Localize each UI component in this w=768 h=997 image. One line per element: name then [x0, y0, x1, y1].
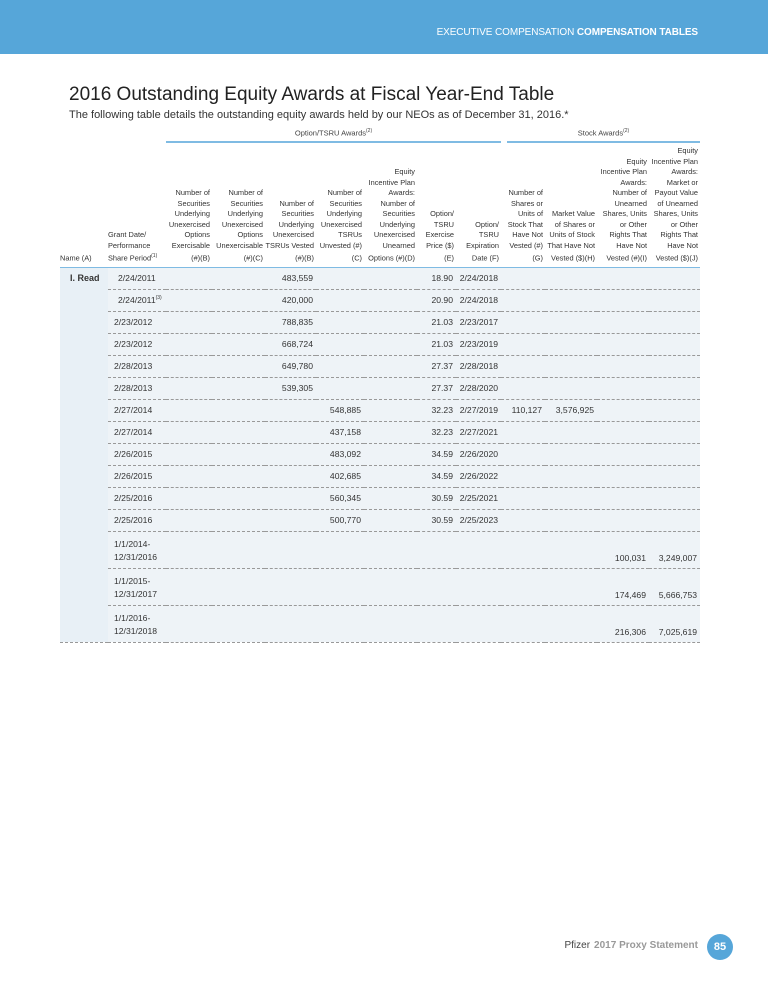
- table-cell: [597, 377, 649, 399]
- table-cell: 30.59: [417, 487, 456, 509]
- table-cell: [501, 289, 545, 311]
- grant-date: 2/28/2013: [108, 355, 166, 377]
- table-cell: [597, 465, 649, 487]
- table-cell: [212, 605, 265, 642]
- group-header-stock: Stock Awards$^{(2)}$: [507, 128, 700, 143]
- column-header: Market Value of Shares or Units of Stock That Have Not Vested ($)(H): [545, 146, 597, 267]
- table-cell: [501, 333, 545, 355]
- grant-date: 2/27/2014: [108, 421, 166, 443]
- table-cell: 27.37: [417, 355, 456, 377]
- table-cell: [316, 377, 364, 399]
- table-cell: [166, 311, 212, 333]
- table-cell: 2/28/2020: [456, 377, 501, 399]
- table-cell: [166, 509, 212, 531]
- table-cell: [212, 421, 265, 443]
- table-cell: [597, 311, 649, 333]
- table-cell: [501, 509, 545, 531]
- grant-date: 2/25/2016: [108, 509, 166, 531]
- section-label: EXECUTIVE COMPENSATION COMPENSATION TABLES: [436, 27, 698, 38]
- table-cell: 788,835: [265, 311, 316, 333]
- table-cell: 2/27/2019: [456, 399, 501, 421]
- table-cell: 32.23: [417, 421, 456, 443]
- table-cell: [166, 289, 212, 311]
- grant-date: 2/28/2013: [108, 377, 166, 399]
- table-cell: [212, 377, 265, 399]
- page-title: 2016 Outstanding Equity Awards at Fiscal Year-End Table: [69, 84, 555, 105]
- table-cell: [649, 509, 700, 531]
- table-cell: [166, 443, 212, 465]
- table-cell: [597, 421, 649, 443]
- table-cell: 27.37: [417, 377, 456, 399]
- table-cell: [545, 509, 597, 531]
- table-cell: 2/26/2022: [456, 465, 501, 487]
- subsection-label: COMPENSATION TABLES: [576, 27, 698, 38]
- table-cell: [364, 311, 417, 333]
- table-cell: 2/24/2018: [456, 267, 501, 289]
- table-cell: [364, 421, 417, 443]
- table-cell: [316, 267, 364, 289]
- table-cell: [212, 311, 265, 333]
- table-cell: 2/23/2019: [456, 333, 501, 355]
- table-cell: [212, 399, 265, 421]
- table-cell: [545, 443, 597, 465]
- table-cell: [364, 509, 417, 531]
- table-cell: [501, 605, 545, 642]
- table-cell: [649, 487, 700, 509]
- table-cell: [364, 267, 417, 289]
- table-cell: [265, 465, 316, 487]
- table-cell: 100,031: [597, 531, 649, 568]
- table-cell: 32.23: [417, 399, 456, 421]
- column-header: Number of Securities Underlying Unexercised Options Unexercisable (#)(C): [212, 146, 265, 267]
- column-header: Equity Incentive Plan Awards: Number of Unearned Shares, Units or Other Rights That Have Not Vested (#)(I): [597, 146, 649, 267]
- grant-date: 2/26/2015: [108, 443, 166, 465]
- table-cell: 402,685: [316, 465, 364, 487]
- table-cell: [501, 267, 545, 289]
- table-row: [60, 568, 700, 605]
- table-cell: [649, 377, 700, 399]
- table-cell: [364, 443, 417, 465]
- table-cell: [501, 311, 545, 333]
- table-cell: 2/28/2018: [456, 355, 501, 377]
- table-cell: [364, 355, 417, 377]
- table-cell: [597, 487, 649, 509]
- table-cell: [417, 605, 456, 642]
- grant-date: 2/23/2012: [108, 333, 166, 355]
- table-cell: 2/25/2021: [456, 487, 501, 509]
- table-cell: 539,305: [265, 377, 316, 399]
- table-cell: [545, 421, 597, 443]
- table-cell: [364, 568, 417, 605]
- table-cell: [649, 465, 700, 487]
- page-header-bar: [0, 0, 768, 54]
- table-row: [60, 399, 700, 421]
- table-cell: [265, 568, 316, 605]
- table-cell: [166, 421, 212, 443]
- table-cell: 216,306: [597, 605, 649, 642]
- table-cell: [597, 399, 649, 421]
- table-cell: [166, 568, 212, 605]
- table-cell: 34.59: [417, 465, 456, 487]
- table-cell: [166, 267, 212, 289]
- table-cell: [364, 399, 417, 421]
- table-cell: [501, 377, 545, 399]
- table-cell: 560,345: [316, 487, 364, 509]
- table-cell: 21.03: [417, 311, 456, 333]
- table-cell: [212, 509, 265, 531]
- table-cell: [649, 311, 700, 333]
- table-cell: [545, 531, 597, 568]
- table-row: [60, 311, 700, 333]
- table-cell: 20.90: [417, 289, 456, 311]
- table-cell: [166, 355, 212, 377]
- table-cell: [597, 443, 649, 465]
- table-cell: 2/25/2023: [456, 509, 501, 531]
- column-header: Option/ TSRU Exercise Price ($)(E): [417, 146, 456, 267]
- table-cell: [364, 605, 417, 642]
- table-cell: [456, 605, 501, 642]
- table-cell: [316, 531, 364, 568]
- table-cell: 2/27/2021: [456, 421, 501, 443]
- table-cell: [212, 487, 265, 509]
- table-cell: [649, 355, 700, 377]
- column-header: Number of Securities Underlying Unexercised Options Exercisable (#)(B): [166, 146, 212, 267]
- table-cell: [597, 509, 649, 531]
- table-cell: [212, 465, 265, 487]
- table-cell: [456, 568, 501, 605]
- table-cell: 668,724: [265, 333, 316, 355]
- table-cell: 437,158: [316, 421, 364, 443]
- table-row: [60, 355, 700, 377]
- table-cell: [166, 605, 212, 642]
- table-cell: [364, 333, 417, 355]
- grant-date: 2/26/2015: [108, 465, 166, 487]
- column-header: Option/ TSRU Expiration Date (F): [456, 146, 501, 267]
- table-cell: [649, 421, 700, 443]
- table-cell: 30.59: [417, 509, 456, 531]
- grant-date: 2/25/2016: [108, 487, 166, 509]
- table-cell: [166, 399, 212, 421]
- table-cell: 21.03: [417, 333, 456, 355]
- table-cell: [265, 443, 316, 465]
- table-cell: [212, 333, 265, 355]
- table-cell: [417, 568, 456, 605]
- table-cell: [545, 355, 597, 377]
- table-cell: [364, 465, 417, 487]
- table-row: [60, 465, 700, 487]
- table-cell: [166, 465, 212, 487]
- table-cell: [265, 509, 316, 531]
- table-cell: 483,559: [265, 267, 316, 289]
- table-cell: [501, 531, 545, 568]
- table-cell: [364, 531, 417, 568]
- table-cell: [545, 487, 597, 509]
- table-row: [60, 377, 700, 399]
- table-cell: 110,127: [501, 399, 545, 421]
- column-header: Number of Securities Underlying Unexercised TSRUs Vested (#)(B): [265, 146, 316, 267]
- grant-date: 2/23/2012: [108, 311, 166, 333]
- table-cell: [545, 289, 597, 311]
- table-row: [60, 509, 700, 531]
- table-cell: 34.59: [417, 443, 456, 465]
- table-cell: 5,666,753: [649, 568, 700, 605]
- table-row: [60, 487, 700, 509]
- table-cell: [316, 568, 364, 605]
- table-cell: [364, 487, 417, 509]
- table-cell: [166, 487, 212, 509]
- table-row: [60, 333, 700, 355]
- table-cell: [364, 289, 417, 311]
- table-cell: [212, 568, 265, 605]
- table-cell: 3,249,007: [649, 531, 700, 568]
- table-cell: [501, 568, 545, 605]
- column-header: Equity Incentive Plan Awards: Market or Payout Value of Unearned Shares, Units or Other Rights That Have Not Vested ($)(J): [649, 146, 700, 267]
- table-cell: [545, 605, 597, 642]
- table-cell: 2/23/2017: [456, 311, 501, 333]
- table-cell: [597, 333, 649, 355]
- grant-date: 2/24/2011: [108, 267, 166, 289]
- table-cell: [501, 355, 545, 377]
- table-cell: [501, 465, 545, 487]
- grant-date: 1/1/2014- 12/31/2016: [108, 531, 166, 568]
- table-cell: [501, 421, 545, 443]
- table-cell: 483,092: [316, 443, 364, 465]
- table-cell: [545, 377, 597, 399]
- table-cell: [316, 355, 364, 377]
- equity-awards-table: [60, 146, 700, 643]
- table-cell: 7,025,619: [649, 605, 700, 642]
- page-number: 85: [707, 934, 733, 960]
- grant-date: 1/1/2015- 12/31/2017: [108, 568, 166, 605]
- table-cell: 3,576,925: [545, 399, 597, 421]
- column-header: Name (A): [60, 146, 108, 267]
- table-cell: [166, 333, 212, 355]
- table-cell: 500,770: [316, 509, 364, 531]
- column-header: Number of Shares or Units of Stock That Have Not Vested (#)(G): [501, 146, 545, 267]
- table-cell: [316, 289, 364, 311]
- table-cell: 420,000: [265, 289, 316, 311]
- table-cell: [501, 487, 545, 509]
- column-header: Grant Date/ Performance Share Period$^{(1)}$: [108, 146, 166, 267]
- column-header: Number of Securities Underlying Unexercised TSRUs Unvested (#)(C): [316, 146, 364, 267]
- table-cell: [265, 399, 316, 421]
- table-cell: [265, 605, 316, 642]
- table-row: [60, 531, 700, 568]
- table-cell: 174,469: [597, 568, 649, 605]
- group-header-option: Option/TSRU Awards$^{(2)}$: [166, 128, 501, 143]
- table-cell: [265, 421, 316, 443]
- table-cell: [212, 289, 265, 311]
- table-cell: [649, 289, 700, 311]
- table-cell: [501, 443, 545, 465]
- intro-text: The following table details the outstanding equity awards held by our NEOs as of December 31, 2016.*: [69, 109, 569, 121]
- table-cell: [649, 443, 700, 465]
- table-cell: [545, 311, 597, 333]
- table-cell: 2/26/2020: [456, 443, 501, 465]
- table-cell: [597, 267, 649, 289]
- table-cell: [265, 487, 316, 509]
- table-cell: [545, 568, 597, 605]
- table-cell: [212, 355, 265, 377]
- footer: Pfizer 2017 Proxy Statement: [564, 940, 698, 951]
- grant-date: 2/24/2011$^{(3)}$: [108, 289, 166, 311]
- table-row: [60, 267, 700, 289]
- table-cell: [597, 355, 649, 377]
- table-cell: [545, 267, 597, 289]
- table-row: [60, 443, 700, 465]
- table-cell: 649,780: [265, 355, 316, 377]
- table-cell: [417, 531, 456, 568]
- table-cell: [649, 267, 700, 289]
- table-cell: [597, 289, 649, 311]
- table-cell: [166, 377, 212, 399]
- table-row: [60, 421, 700, 443]
- table-cell: [649, 333, 700, 355]
- table-row: [60, 289, 700, 311]
- table-cell: 18.90: [417, 267, 456, 289]
- grant-date: 1/1/2016- 12/31/2018: [108, 605, 166, 642]
- table-cell: [545, 465, 597, 487]
- table-cell: [212, 531, 265, 568]
- table-cell: [212, 443, 265, 465]
- table-cell: [456, 531, 501, 568]
- table-cell: [166, 531, 212, 568]
- table-cell: [316, 333, 364, 355]
- table-cell: 548,885: [316, 399, 364, 421]
- table-cell: [316, 605, 364, 642]
- neo-name: I. Read: [60, 267, 108, 642]
- column-header: Equity Incentive Plan Awards: Number of Securities Underlying Unexercised Unearned Options (#)(D): [364, 146, 417, 267]
- grant-date: 2/27/2014: [108, 399, 166, 421]
- table-cell: [212, 267, 265, 289]
- table-cell: [545, 333, 597, 355]
- table-cell: [364, 377, 417, 399]
- table-cell: [265, 531, 316, 568]
- table-row: [60, 605, 700, 642]
- table-cell: 2/24/2018: [456, 289, 501, 311]
- table-cell: [649, 399, 700, 421]
- table-cell: [316, 311, 364, 333]
